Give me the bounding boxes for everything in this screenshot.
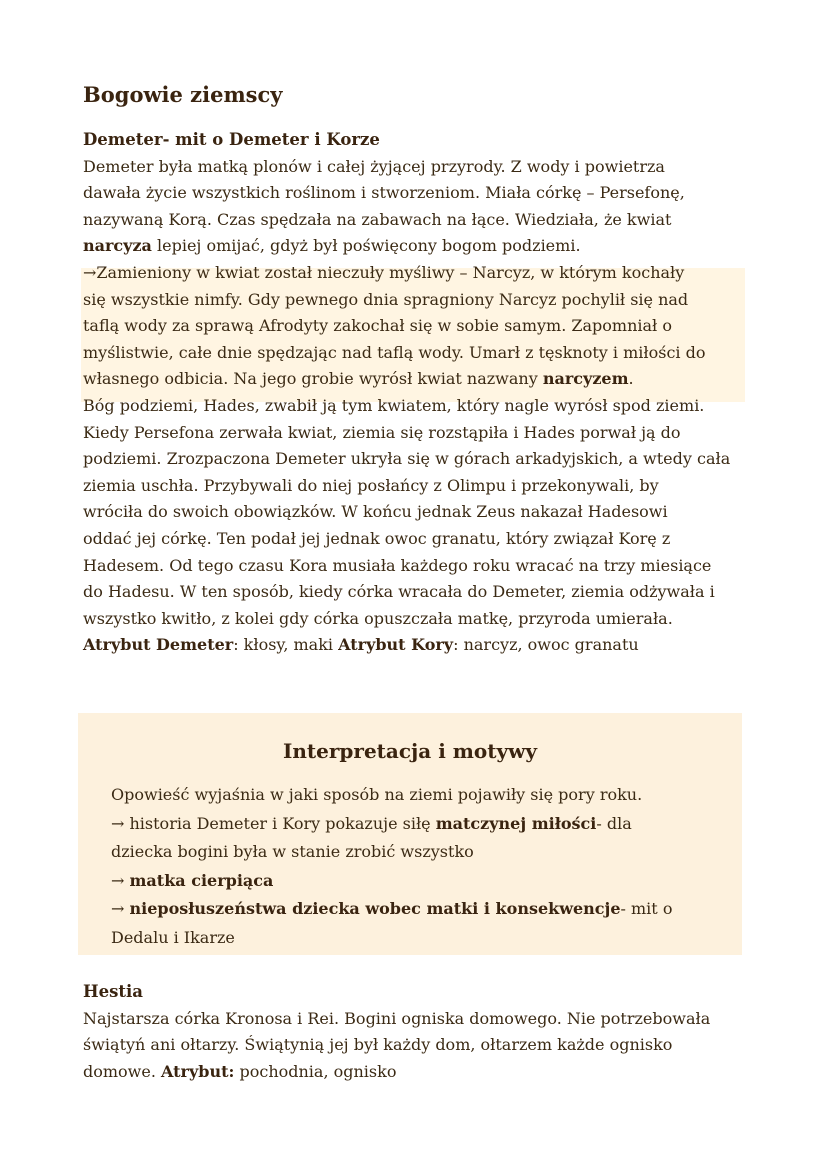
narcyz-line-5-end: .: [628, 369, 634, 389]
demeter-line-4: [83, 233, 748, 260]
demeter-line-3: nazywaną Korą. Czas spędzała na zabawach na łące. Wiedziała, że kwiat: [83, 209, 672, 229]
narcyz-line-1: [83, 260, 748, 287]
narcyz-line-1-text: Zamieniony w kwiat został nieczuły myśliwy – Narcyz, w którym kochały: [96, 262, 685, 282]
narcyz-line-2: się wszystkie nimfy. Gdy pewnego dnia spragniony Narcyz pochylił się nad: [83, 289, 689, 309]
narcyz-line-5: [83, 366, 748, 393]
hestia-line-3: [83, 1059, 748, 1086]
narcyza-bold: narcyza: [83, 236, 152, 256]
suffering-mother-bold: matka cierpiąca: [129, 870, 274, 890]
hades-line-2: Kiedy Persefona zerwała kwiat, ziemia się rozstąpiła i Hades porwał ją do: [83, 422, 681, 442]
narcyzem-bold: narcyzem: [542, 369, 629, 389]
disobedience-bold: nieposłuszeństwa dziecka wobec matki i konsekwencje: [129, 899, 621, 918]
attribute-kora-label: Atrybut Kory: [338, 635, 454, 655]
attribute-demeter-label: Atrybut Demeter: [83, 635, 234, 655]
interpretation-line-4: [111, 867, 721, 896]
hades-line-6: oddać jej córkę. Ten podał jej jednak owoc granatu, który związał Korę z: [83, 528, 671, 548]
hades-line-7: Hadesem. Od tego czasu Kora musiała każdego roku wracać na trzy miesiące: [83, 555, 712, 575]
hades-line-4: ziemia uschła. Przybywali do niej posłańcy z Olimpu i przekonywali, by: [83, 475, 659, 495]
interpretation-title: Interpretacja i motywy: [283, 739, 537, 763]
hestia-line-1: Najstarsza córka Kronosa i Rei. Bogini ogniska domowego. Nie potrzebowała: [83, 1008, 711, 1028]
page-title: Bogowie ziemscy: [83, 82, 283, 107]
arrow-icon: →: [83, 262, 97, 282]
arrow-icon: →: [111, 870, 125, 890]
attribute-demeter-value: : kłosy, maki: [233, 635, 339, 655]
maternal-love-bold: matczynej miłości: [435, 813, 597, 833]
interpretation-line-6: Dedalu i Ikarze: [111, 927, 235, 947]
hestia-line-3-text: domowe.: [83, 1061, 162, 1081]
hestia-attribute-value: pochodnia, ognisko: [234, 1061, 397, 1081]
interpretation-line-3: dziecka bogini była w stanie zrobić wszystko: [111, 842, 474, 861]
attribute-kora-value: : narcyz, owoc granatu: [453, 635, 639, 655]
hestia-line-2: świątyń ani ołtarzy. Świątynią jej był każdy dom, ołtarzem każde ognisko: [83, 1035, 673, 1055]
hades-line-5: wróciła do swoich obowiązków. W końcu jednak Zeus nakazał Hadesowi: [83, 502, 668, 522]
interpretation-line-5-end: - mit o: [620, 899, 673, 918]
demeter-section: [83, 127, 748, 659]
hestia-attribute-label: Atrybut:: [161, 1061, 235, 1081]
attributes-line: [83, 632, 748, 659]
hestia-heading: Hestia: [83, 982, 143, 1001]
demeter-line-4-rest: lepiej omijać, gdyż był poświęcony bogom podziemi.: [151, 236, 581, 256]
arrow-icon: →: [111, 813, 125, 833]
narcyz-line-5-text: własnego odbicia. Na jego grobie wyrósł kwiat nazwany: [83, 369, 543, 389]
interpretation-text: [111, 781, 721, 952]
demeter-heading: Demeter- mit o Demeter i Korze: [83, 130, 380, 149]
narcyz-line-3: taflą wody za sprawą Afrodyty zakochał się w sobie samym. Zapomniał o: [83, 316, 672, 336]
interpretation-line-1: Opowieść wyjaśnia w jaki sposób na ziemi pojawiły się pory roku.: [111, 785, 643, 804]
hades-line-3: podziemi. Zrozpaczona Demeter ukryła się w górach arkadyjskich, a wtedy cała: [83, 449, 731, 469]
interpretation-box: [78, 713, 742, 955]
demeter-line-1: Demeter była matką plonów i całej żyjącej przyrody. Z wody i powietrza: [83, 156, 665, 176]
interpretation-line-2-end: - dla: [596, 813, 632, 833]
hades-line-1: Bóg podziemi, Hades, zwabił ją tym kwiatem, który nagle wyrósł spod ziemi.: [83, 395, 705, 415]
interpretation-line-2-text: historia Demeter i Kory pokazuje siłę: [124, 813, 436, 833]
narcyz-line-4: myślistwie, całe dnie spędzając nad taflą wody. Umarł z tęsknoty i miłości do: [83, 342, 706, 362]
hades-line-9: wszystko kwitło, z kolei gdy córka opuszczała matkę, przyroda umierała.: [83, 608, 673, 628]
demeter-line-2: dawała życie wszystkich roślinom i stworzeniom. Miała córkę – Persefonę,: [83, 183, 685, 203]
hades-line-8: do Hadesu. W ten sposób, kiedy córka wracała do Demeter, ziemia odżywała i: [83, 582, 715, 602]
arrow-icon: →: [111, 899, 125, 918]
interpretation-line-2: [111, 810, 721, 839]
interpretation-line-5: [111, 895, 721, 924]
hestia-section: [83, 979, 748, 1085]
